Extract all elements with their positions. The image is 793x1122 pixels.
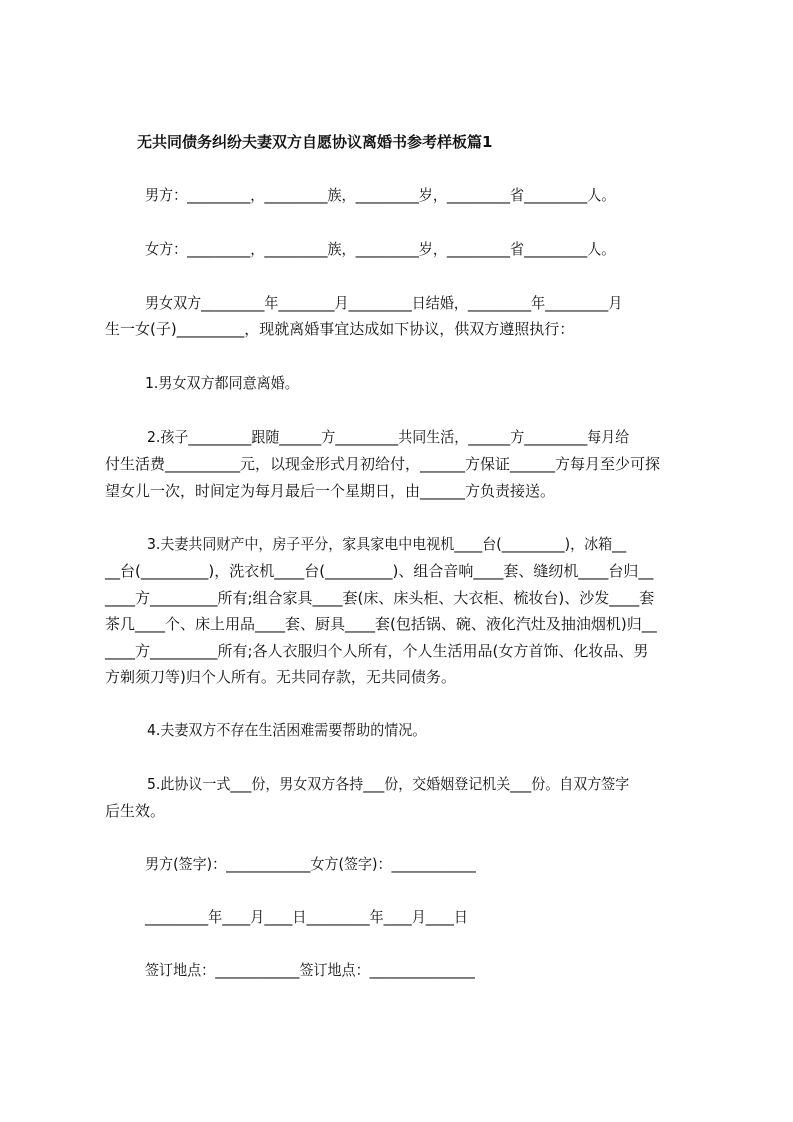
clause-1: 1.男女双方都同意离婚。 xyxy=(145,374,299,392)
document-title: 无共同债务纠纷夫妻双方自愿协议离婚书参考样板篇1 xyxy=(137,133,493,151)
signing-place-line: 签订地点：____________签订地点：_______________ xyxy=(145,961,475,979)
clause-3-line-1: 3.夫妻共同财产中，房子平分，家具家电中电视机____台(_________)，冰箱__ xyxy=(147,535,627,553)
clause-5-line-2: 后生效。 xyxy=(105,802,166,820)
clause-3-line-6: 方剃须刀等)归个人所有。无共同存款，无共同债务。 xyxy=(105,668,456,686)
marriage-info-line-cont: 生一女(子)_________，现就离婚事宜达成如下协议，供双方遵照执行： xyxy=(105,320,575,338)
marriage-info-line: 男女双方_________年________月_________日结婚，_________年_________月 xyxy=(145,294,623,312)
clause-2-line-2: 付生活费__________元，以现金形式月初给付，______方保证______方每月至少可探 xyxy=(105,455,661,473)
clause-5-line-1: 5.此协议一式___份，男女双方各持___份，交婚姻登记机关___份。自双方签字 xyxy=(147,775,630,793)
female-party-line: 女方：_________，_________族，_________岁，_________省_________人。 xyxy=(145,240,616,258)
date-line: _________年____月____日_________年____月____日 xyxy=(145,908,468,926)
clause-3-line-5: ____方_________所有;各人衣服归个人所有，个人生活用品(女方首饰、化妆品、男 xyxy=(105,642,649,660)
clause-4: 4.夫妻双方不存在生活困难需要帮助的情况。 xyxy=(147,721,427,739)
clause-3-line-2: __台(_________)，洗衣机____台(_________)、组合音响____套、缝纫机____台归__ xyxy=(105,562,654,580)
clause-2-line-3: 望女儿一次，时间定为每月最后一个星期日，由______方负责接送。 xyxy=(105,482,556,500)
clause-3-line-4: 茶几____个、床上用品____套、厨具____套(包括锅、碗、液化汽灶及抽油烟机)归__ xyxy=(105,615,657,633)
clause-3-line-3: ____方_________所有;组合家具____套(床、床头柜、大衣柜、梳妆台)、沙发____套 xyxy=(105,589,655,607)
signature-line: 男方(签字)：____________女方(签字)：____________ xyxy=(145,855,476,873)
male-party-line: 男方：_________，_________族，_________岁，_________省_________人。 xyxy=(145,186,616,204)
clause-2-line-1: 2.孩子_________跟随______方_________共同生活，______方_________每月给 xyxy=(147,428,630,446)
